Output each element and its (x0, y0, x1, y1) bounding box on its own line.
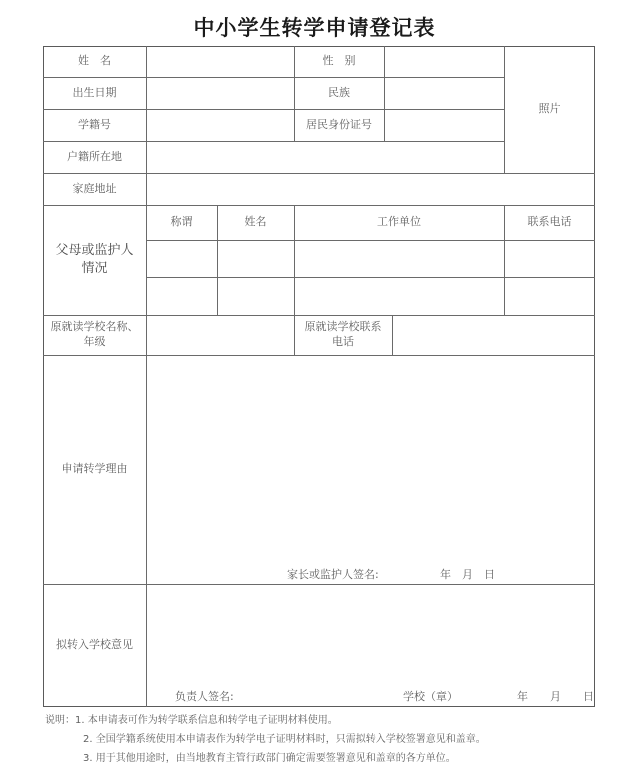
col-divider (146, 355, 147, 707)
note-2: 2. 全国学籍系统使用本申请表作为转学电子证明材料时，只需拟转入学校签署意见和盖章。 (83, 734, 486, 745)
parent-sign-label: 家长或监护人签名: (287, 568, 379, 581)
student-id-field[interactable] (146, 109, 294, 141)
hukou-label: 户籍所在地 (67, 149, 122, 163)
guardian-info-label: 父母或监护人情况 (55, 243, 134, 276)
ethnicity-label: 民族 (328, 85, 350, 99)
student-id-label: 学籍号 (78, 117, 111, 131)
hukou-field[interactable] (146, 141, 504, 173)
col-phone-header: 联系电话 (527, 215, 572, 229)
col-name-header: 姓名 (244, 215, 267, 229)
responsible-sign-label: 负责人签名: (175, 690, 234, 703)
name-field[interactable] (146, 46, 294, 77)
col-title-header: 称谓 (170, 215, 193, 229)
reason-date: 年 月 日 (440, 568, 495, 581)
gender-field[interactable] (384, 46, 504, 77)
resident-id-field[interactable] (384, 109, 504, 141)
reason-label: 申请转学理由 (61, 462, 128, 476)
orig-school-field[interactable] (146, 315, 294, 355)
ethnicity-field[interactable] (384, 77, 504, 109)
gender-label: 性 别 (322, 54, 356, 68)
target-opinion-label: 拟转入学校意见 (56, 638, 133, 652)
note-3: 3. 用于其他用途时，由当地教育主管行政部门确定需要签署意见和盖章的各方单位。 (83, 753, 456, 764)
birthdate-field[interactable] (146, 77, 294, 109)
resident-id-label: 居民身份证号 (306, 117, 372, 131)
col-divider (294, 315, 295, 355)
orig-school-phone-field[interactable] (392, 315, 595, 355)
photo-label: 照片 (538, 102, 561, 116)
school-seal-label: 学校（章） (403, 690, 458, 703)
col-work-header: 工作单位 (377, 215, 421, 229)
target-date: 年 月 日 (517, 690, 594, 703)
row-divider (146, 277, 595, 278)
orig-school-label: 原就读学校名称、年级 (50, 320, 139, 348)
form-title: 中小学生转学申请登记表 (193, 16, 436, 40)
row-divider (146, 240, 595, 241)
name-label: 姓 名 (78, 54, 111, 68)
orig-school-phone-label: 原就读学校联系电话 (304, 320, 382, 348)
address-field[interactable] (146, 173, 595, 205)
note-1: 说明：1. 本申请表可作为转学联系信息和转学电子证明材料使用。 (45, 715, 338, 726)
address-label: 家庭地址 (72, 181, 117, 195)
birthdate-label: 出生日期 (72, 85, 117, 99)
